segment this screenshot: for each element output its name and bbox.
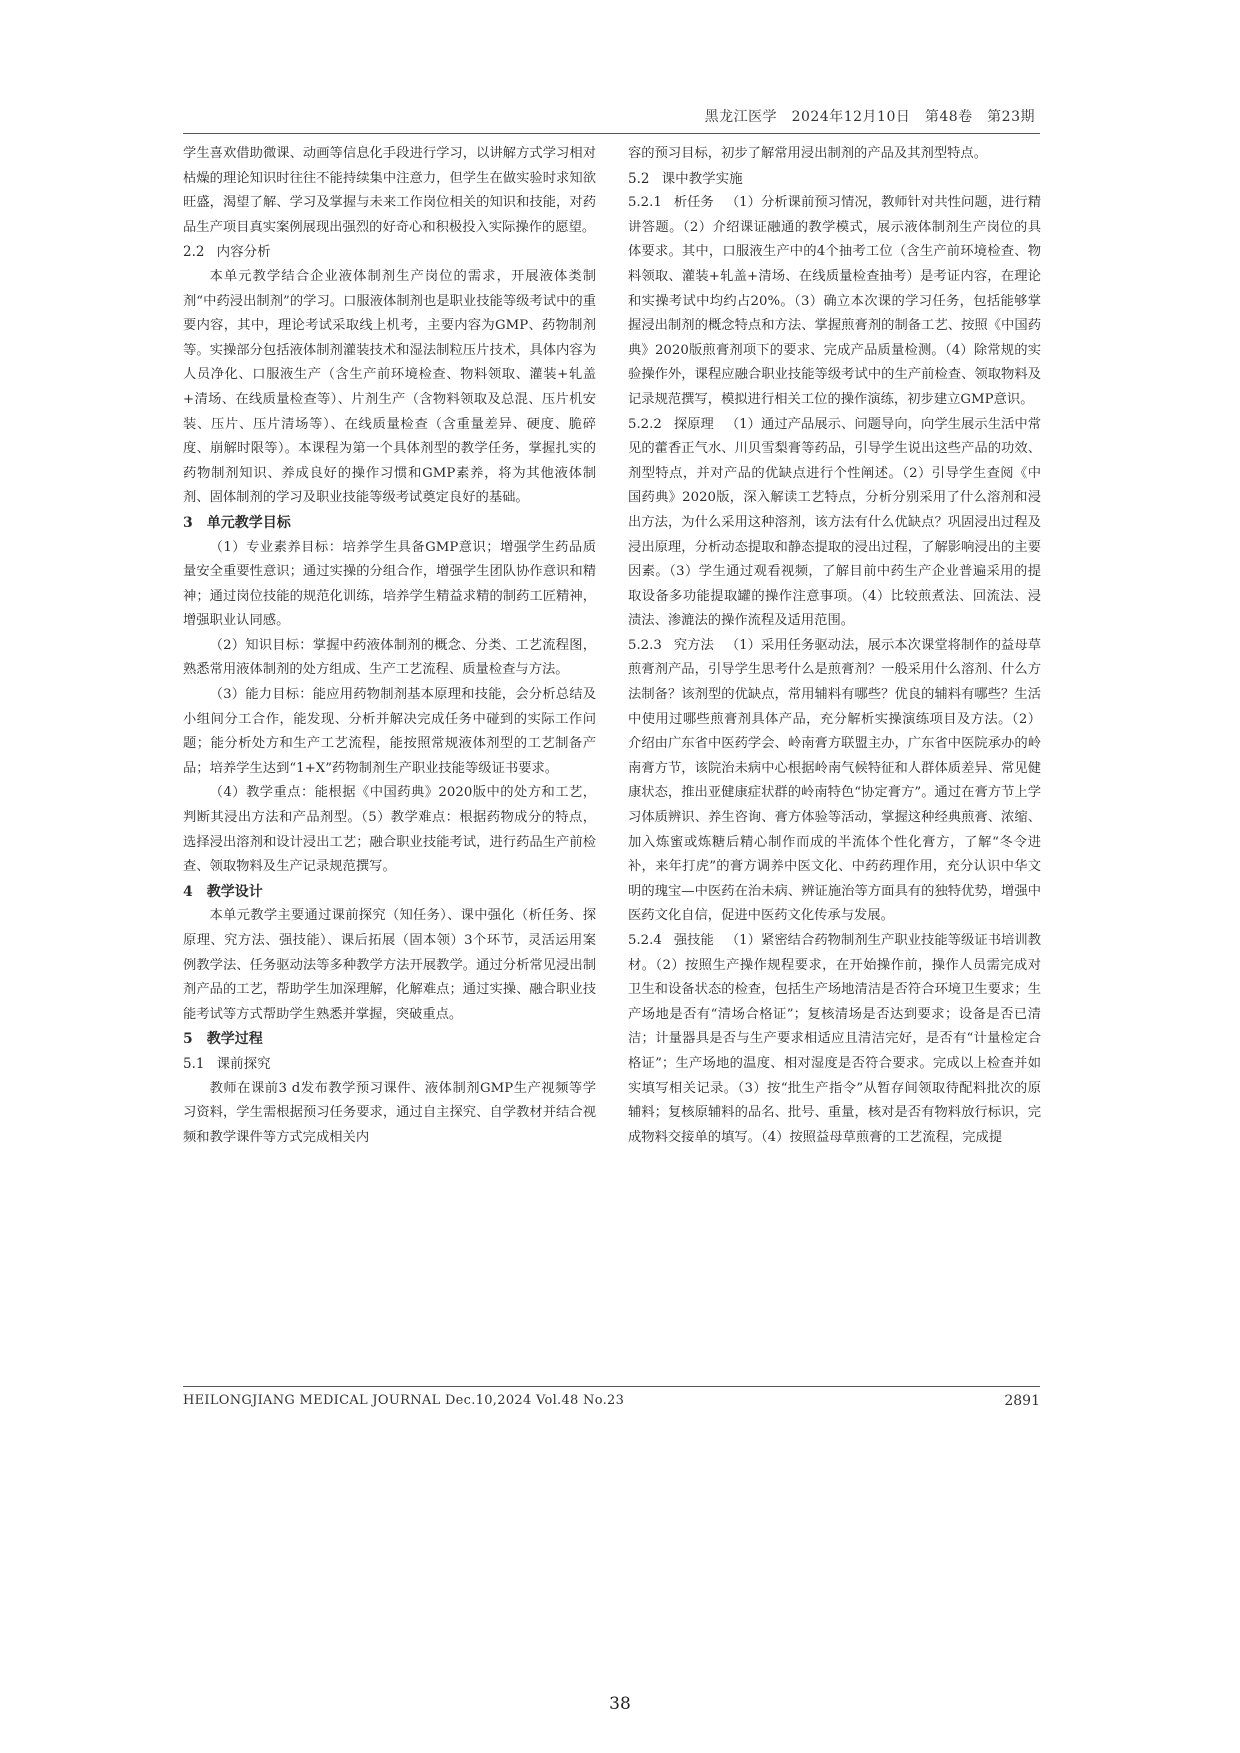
right-column [628, 142, 1041, 1150]
section-number: 4 [183, 883, 193, 900]
section-number: 5.2.1 [628, 195, 662, 211]
section-title: 单元教学目标 [206, 514, 291, 531]
subsection-5-2-3 [628, 634, 1041, 929]
paragraph-text: （1）紧密结合药物制剂生产职业技能等级证书培训教材。（2）按照生产操作规程要求，在开始操作前，操作人员需完成对卫生和设备状态的检查，包括生产场地清洁是否符合环境卫生要求；生产场地是否有“清场合格证”；复核清场是否达到要求；设备是否已清洁；计量器具是否与生产要求相适应且清洁完好，是否有“计量检定合格证”；生产场地的温度、相对湿度是否符合要求。完成以上检查并如实填写相关记录。（3）按“批生产指令”从暂存间领取待配料批次的原辅料；复核原辅料的品名、批号、重量，核对是否有物料放行标识，完成物料交接单的填写。（4）按照益母草煎膏的工艺流程，完成提 [628, 933, 1041, 1145]
section-heading-4 [183, 880, 596, 905]
paragraph-text: （1）分析课前预习情况，教师针对共性问题，进行精讲答题。（2）介绍课证融通的教学模式，展示液体制剂生产岗位的具体要求。其中，口服液生产中的4个抽考工位（含生产前环境检查、物料领取、灌装+轧盖+清场、在线质量检查抽考）是考证内容，在理论和实操考试中均约占20%。（3）确立本次课的学习任务，包括能够掌握浸出制剂的概念特点和方法、掌握煎膏剂的制备工艺、按照《中国药典》2020版煎膏剂项下的要求、完成产品质量检测。（4）除常规的实验操作外，课程应融合职业技能等级考试中的生产前检查、领取物料及记录规范撰写，模拟进行相关工位的操作演练，初步建立GMP意识。 [628, 195, 1041, 407]
section-title: 析任务 [673, 195, 714, 211]
section-title: 究方法 [673, 637, 714, 653]
paragraph: 学生喜欢借助微课、动画等信息化手段进行学习，以讲解方式学习相对枯燥的理论知识时往往不能持续集中注意力，但学生在做实验时求知欲旺盛，渴望了解、学习及掌握与未来工作岗位相关的知识和技能，对药品生产项目真实案例展现出强烈的好奇心和积极投入实际操作的愿望。 [183, 146, 596, 235]
section-number: 2.2 [183, 244, 205, 261]
section-title: 内容分析 [216, 244, 271, 261]
header-divider [183, 133, 1040, 134]
section-title: 教学设计 [206, 883, 263, 900]
section-number: 5.2.2 [628, 416, 662, 432]
section-heading-3 [183, 511, 596, 536]
section-title: 课中教学实施 [661, 170, 743, 187]
section-number: 5.1 [183, 1055, 205, 1072]
paragraph: 教师在课前3 d发布教学预习课件、液体制剂GMP生产视频等学习资料，学生需根据预习任务要求，通过自主探究、自学教材并结合视频和教学课件等方式完成相关内 [183, 1080, 596, 1145]
section-title: 强技能 [673, 933, 714, 948]
section-title: 课前探究 [216, 1055, 271, 1072]
section-heading-5-2 [628, 167, 1041, 192]
section-number: 5 [183, 1031, 193, 1048]
subsection-5-2-2 [628, 413, 1041, 634]
left-column [183, 142, 596, 1150]
paragraph: 本单元教学结合企业液体制剂生产岗位的需求，开展液体类制剂“中药浸出制剂”的学习。口服液体制剂也是职业技能等级考试中的重要内容，其中，理论考试采取线上机考，主要内容为GMP、药物制剂等。实操部分包括液体制剂灌装技术和湿法制粒压片技术，具体内容为人员净化、口服液生产（含生产前环境检查、物料领取、灌装+轧盖+清场、在线质量检查等）、片剂生产（含物料领取及总混、压片机安装、压片、压片清场等）、在线质量检查（含重量差异、硬度、脆碎度、崩解时限等）。本课程为第一个具体剂型的教学任务，掌握扎实的药物制剂知识、养成良好的操作习惯和GMP素养，将为其他液体制剂、固体制剂的学习及职业技能等级考试奠定良好的基础。 [183, 268, 596, 506]
footer-divider [183, 1386, 1040, 1387]
paragraph: 容的预习目标，初步了解常用浸出制剂的产品及其剂型特点。 [628, 146, 988, 161]
paragraph: （3）能力目标：能应用药物制剂基本原理和技能，会分析总结及小组间分工合作，能发现、分析并解决完成任务中碰到的实际工作问题；能分析处方和生产工艺流程，能按照常规液体剂型的工艺制备产品；培养学生达到“1+X”药物制剂生产职业技能等级证书要求。 [183, 687, 596, 776]
paragraph: 本单元教学主要通过课前探究（知任务）、课中强化（析任务、探原理、究方法、强技能）、课后拓展（固本领）3个环节，灵活运用案例教学法、任务驱动法等多种教学方法开展教学。通过分析常见浸出制剂产品的工艺，帮助学生加深理解，化解难点；通过实操、融合职业技能考试等方式帮助学生熟悉并掌握，突破重点。 [183, 908, 596, 1022]
subsection-5-2-4 [628, 929, 1041, 1150]
section-number: 5.2.3 [628, 637, 662, 653]
running-header: 黑龙江医学 2024年12月10日 第48卷 第23期 [704, 109, 1035, 125]
paragraph: （2）知识目标：掌握中药液体制剂的概念、分类、工艺流程图，熟悉常用液体制剂的处方组成、生产工艺流程、质量检查与方法。 [183, 637, 596, 678]
paragraph-text: （1）采用任务驱动法，展示本次课堂将制作的益母草煎膏剂产品，引导学生思考什么是煎膏剂？一般采用什么溶剂、什么方法制备？该剂型的优缺点，常用辅料有哪些？优良的辅料有哪些？生活中使用过哪些煎膏剂具体产品，充分解析实操演练项目及方法。（2）介绍由广东省中医药学会、岭南膏方联盟主办，广东省中医院承办的岭南膏方节，该院治未病中心根据岭南气候特征和人群体质差异、常见健康状态，推出亚健康症状群的岭南特色“协定膏方”。通过在膏方节上学习体质辨识、养生咨询、膏方体验等活动，掌握这种经典煎膏、浓缩、加入炼蜜或炼糖后精心制作而成的半流体个性化膏方，了解“冬令进补，来年打虎”的膏方调养中医文化、中药药理作用，充分认识中华文明的瑰宝—中医药在治未病、辨证施治等方面具有的独特优势，增强中医药文化自信，促进中医药文化传承与发展。 [628, 637, 1041, 924]
section-heading-5-1 [183, 1052, 596, 1077]
subsection-5-2-1 [628, 191, 1041, 412]
section-title: 教学过程 [206, 1031, 263, 1048]
section-number: 5.2.4 [628, 933, 662, 948]
journal-page-number: 2891 [1004, 1393, 1040, 1409]
scan-page-number: 38 [609, 1694, 631, 1714]
section-heading-5 [183, 1027, 596, 1052]
section-number: 5.2 [628, 170, 650, 187]
section-heading-2-2 [183, 240, 596, 265]
section-title: 探原理 [673, 416, 714, 432]
paragraph-text: （1）通过产品展示、问题导向，向学生展示生活中常见的藿香正气水、川贝雪梨膏等药品，引导学生说出这些产品的功效、剂型特点，并对产品的优缺点进行个性阐述。（2）引导学生查阅《中国药典》2020版，深入解读工艺特点，分析分别采用了什么溶剂和浸出方法，为什么采用这种溶剂，该方法有什么优缺点？巩固浸出过程及浸出原理，分析动态提取和静态提取的浸出过程，了解影响浸出的主要因素。（3）学生通过观看视频，了解目前中药生产企业普遍采用的提取设备多功能提取罐的操作注意事项。（4）比较煎煮法、回流法、浸渍法、渗漉法的操作流程及适用范围。 [628, 416, 1041, 629]
paragraph: （1）专业素养目标：培养学生具备GMP意识；增强学生药品质量安全重要性意识；通过实操的分组合作，增强学生团队协作意识和精神；通过岗位技能的规范化训练，培养学生精益求精的制药工匠精神，增强职业认同感。 [183, 539, 596, 629]
section-number: 3 [183, 514, 193, 531]
running-footer: HEILONGJIANG MEDICAL JOURNAL Dec.10,2024 Vol.48 No.23 [183, 1393, 625, 1408]
paragraph: （4）教学重点：能根据《中国药典》2020版中的处方和工艺，判断其浸出方法和产品剂型。（5）教学难点：根据药物成分的特点，选择浸出溶剂和设计浸出工艺；融合职业技能考试，进行药品生产前检查、领取物料及生产记录规范撰写。 [183, 785, 596, 875]
